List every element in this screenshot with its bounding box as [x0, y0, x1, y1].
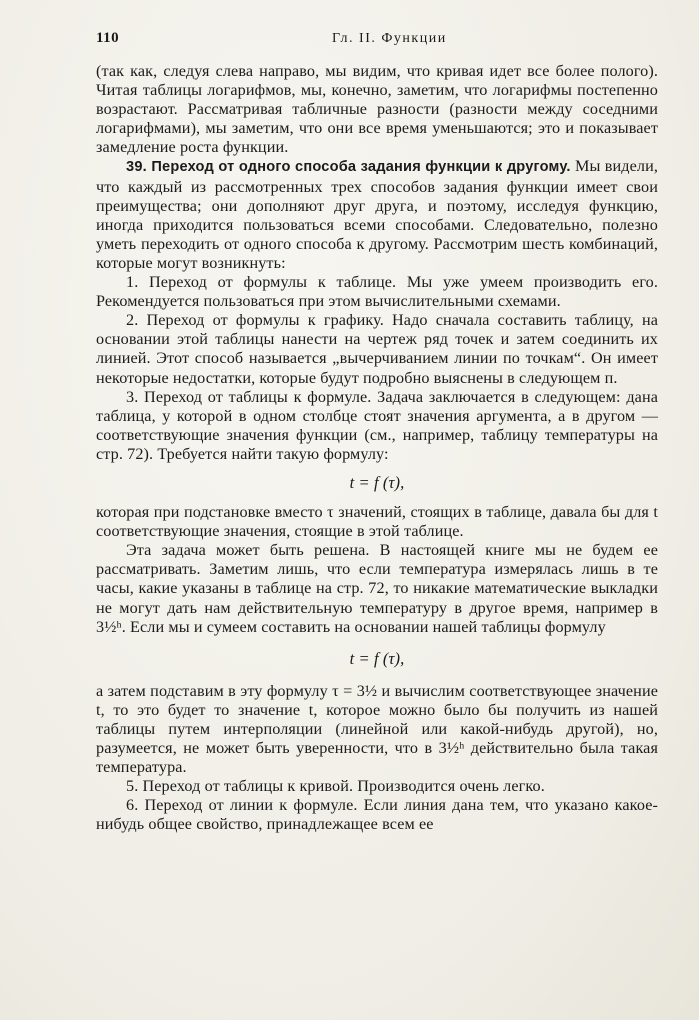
paragraph-continuation: (так как, следуя слева направо, мы видим, что кривая идет все более полого). Читая таблицы логарифмов, мы, конечно, заметим, что логарифмы постепенно возрастают. Рассматривая табличные разности (разности между соседними логарифмами), мы заметим, что они все время уменьшаются; это и показывает замедление роста функции.: [96, 62, 658, 157]
page-header: [96, 30, 656, 50]
formula-1: t = f (τ),: [349, 472, 405, 492]
paragraph-task: Эта задача может быть решена. В настоящей книге мы не будем ее рассматривать. Заметим лишь, что если температура измерялась лишь в те часы, какие указаны в таблице на стр. 72, то никакие математические выкладки не могут дать нам действительную температуру в другое время, например в 3½ʰ. Если мы и сумеем составить на основании нашей таблицы формулу: [96, 541, 658, 636]
paragraph-after-formula-1: которая при подстановке вместо τ значений, стоящих в таблице, давала бы для t соответствующие значения, стоящие в этой таблице.: [96, 503, 658, 541]
paragraph-after-formula-2: а затем подставим в эту формулу τ = 3½ и вычислим соответствующее значение t, то это будет то значение t, которое можно было бы получить из нашей таблицы путем интерполяции (линейной или какой-нибудь другой), но, разумеется, не может быть уверенности, что в 3½ʰ действительно была такая температура.: [96, 681, 658, 777]
list-item-6: 6. Переход от линии к формуле. Если линия дана тем, что указано какое-нибудь общее свойство, принадлежащее всем ее: [96, 796, 658, 834]
page-number: 110: [96, 30, 120, 46]
section-intro-text: Мы видели, что каждый из рассмотренных трех способов задания функции имеет свои преимущества; они дополняют друг друга, и поэтому, исследуя функцию, иногда приходится пользоваться всеми способами. Следовательно, полезно уметь переходить от одного способа к другому. Рассмотрим шесть комбинаций, которые могут возникнуть:: [96, 157, 658, 272]
list-item-2: 2. Переход от формулы к графику. Надо сначала составить таблицу, на основании этой таблицы нанести на чертеж ряд точек и затем соединить их линией. Этот способ называется „вычерчиванием линии по точкам“. Он имеет некоторые недостатки, которые будут подробно выяснены в следующем п.: [96, 311, 658, 387]
list-item-5: 5. Переход от таблицы к кривой. Производится очень легко.: [126, 777, 545, 796]
list-item-3: 3. Переход от таблицы к формуле. Задача заключается в следующем: дана таблица, у которой в одном столбце стоят значения аргумента, а в другом — соответствующие значения функции (см., например, таблицу температуры на стр. 72). Требуется найти такую формулу:: [96, 387, 658, 463]
formula-2: t = f (τ),: [349, 648, 405, 668]
page-body: [96, 62, 658, 835]
section-title: 39. Переход от одного способа задания функции к другому.: [126, 159, 571, 176]
list-item-1: 1. Переход от формулы к таблице. Мы уже умеем производить его. Рекомендуется пользоваться при этом вычислительными схемами.: [96, 273, 658, 311]
running-head: Гл. II. Функции: [332, 31, 447, 46]
section-39-paragraph: [96, 157, 658, 273]
